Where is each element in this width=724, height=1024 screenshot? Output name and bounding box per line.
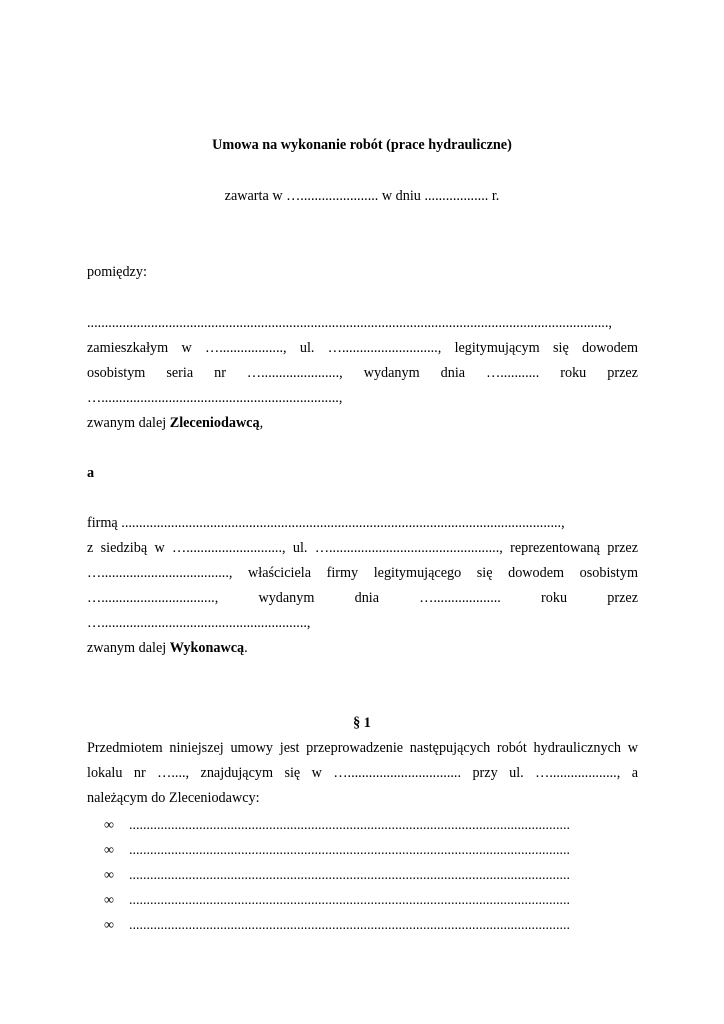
- party1-role-name: Zleceniodawcą: [169, 415, 260, 431]
- section-1-line-3: należącym do Zleceniodawcy:: [87, 790, 260, 806]
- section-1-line-1: Przedmiotem niniejszej umowy jest przeprowadzenie następujących robót hydraulicznych w: [87, 740, 638, 756]
- party1-called: [87, 414, 638, 432]
- infinity-bullet-icon: ∞: [104, 843, 114, 858]
- between-label: pomiędzy:: [87, 264, 147, 280]
- infinity-bullet-icon: ∞: [104, 893, 114, 908]
- section-1-line-2: lokalu nr …...., znajdującym się w …................................ przy ul. …..................., a: [87, 765, 638, 781]
- party1-called-suffix: ,: [259, 415, 264, 431]
- infinity-bullet-icon: ∞: [104, 868, 114, 883]
- infinity-bullet-icon: ∞: [104, 918, 114, 933]
- party1-called-prefix: zwanym dalej: [87, 415, 170, 431]
- party1-line-2: zamieszkałym w ….................., ul. …..........................., legitymującym się dowodem: [87, 340, 638, 356]
- list-item: ..............................................................................................................................: [129, 893, 570, 908]
- party2-role-name: Wykonawcą: [169, 640, 245, 656]
- infinity-bullet-icon: ∞: [104, 818, 114, 833]
- party2-line-2: z siedzibą w …..........................., ul. …................................................, reprezentowaną przez: [87, 540, 638, 556]
- party2-called-prefix: zwanym dalej: [87, 640, 170, 656]
- list-item: ..............................................................................................................................: [129, 818, 570, 833]
- party2-called-suffix: .: [244, 640, 248, 656]
- document-title: Umowa na wykonanie robót (prace hydrauliczne): [212, 137, 512, 153]
- party1-line-4: …...................................................................,: [87, 390, 343, 406]
- party2-line-1: firmą ............................................................................................................................,: [87, 515, 565, 531]
- party2-called: [87, 639, 638, 657]
- party2-line-3: …...................................., właściciela firmy legitymującego się dowodem osobistym: [87, 565, 638, 581]
- list-item: ..............................................................................................................................: [129, 843, 570, 858]
- section-1-heading: § 1: [353, 715, 371, 731]
- list-item: ..............................................................................................................................: [129, 918, 570, 933]
- party2-line-4: …................................, wydanym dnia …................... roku przez: [87, 590, 638, 606]
- list-item: ..............................................................................................................................: [129, 868, 570, 883]
- party1-line-3: osobistym seria nr …......................, wydanym dnia …........... roku przez: [87, 365, 638, 381]
- document-subtitle: zawarta w …...................... w dniu .................. r.: [224, 188, 500, 204]
- and-label: a: [87, 465, 95, 481]
- party1-line-1: ...................................................................................................................................................,: [87, 315, 612, 331]
- party2-line-5: …..........................................................,: [87, 615, 311, 631]
